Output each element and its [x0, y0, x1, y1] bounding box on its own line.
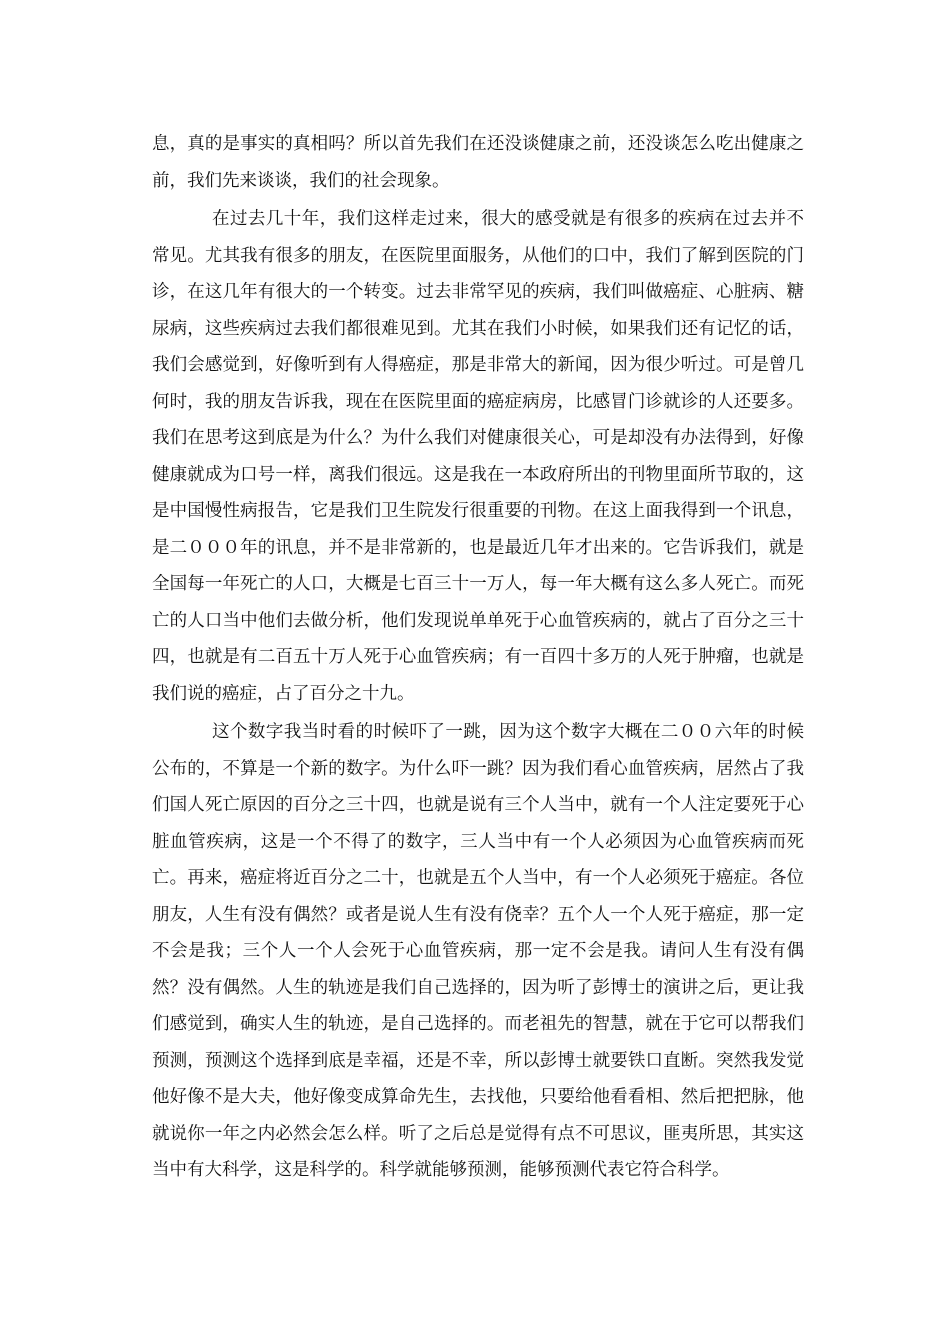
- paragraph-continued: 息，真的是事实的真相吗？所以首先我们在还没谈健康之前，还没谈怎么吃出健康之前，我们先来谈谈，我们的社会现象。: [152, 134, 804, 191]
- document-page: [152, 126, 804, 1189]
- paragraph-statistics-reflection: 这个数字我当时看的时候吓了一跳，因为这个数字大概在二００六年的时候公布的，不算是一个新的数字。为什么吓一跳？因为我们看心血管疾病，居然占了我们国人死亡原因的百分之三十四，也就是说有三个人当中，就有一个人注定要死于心脏血管疾病，这是一个不得了的数字，三人当中有一个人必须因为心血管疾病而死亡。再来，癌症将近百分之二十，也就是五个人当中，有一个人必须死于癌症。各位朋友，人生有没有偶然？或者是说人生有没有侥幸？五个人一个人死于癌症，那一定不会是我；三个人一个人会死于心血管疾病，那一定不会是我。请问人生有没有偶然？没有偶然。人生的轨迹是我们自己选择的，因为听了彭博士的演讲之后，更让我们感觉到，确实人生的轨迹，是自己选择的。而老祖先的智慧，就在于它可以帮我们预测，预测这个选择到底是幸福，还是不幸，所以彭博士就要铁口直断。突然我发觉他好像不是大夫，他好像变成算命先生，去找他，只要给他看看相、然后把把脉，他就说你一年之内必然会怎么样。听了之后总是觉得有点不可思议，匪夷所思，其实这当中有大科学，这是科学的。科学就能够预测，能够预测代表它符合科学。: [152, 722, 804, 1180]
- paragraph-social-phenomenon: 在过去几十年，我们这样走过来，很大的感受就是有很多的疾病在过去并不常见。尤其我有很多的朋友，在医院里面服务，从他们的口中，我们了解到医院的门诊，在这几年有很大的一个转变。过去非常罕见的疾病，我们叫做癌症、心脏病、糖尿病，这些疾病过去我们都很难见到。尤其在我们小时候，如果我们还有记忆的话，我们会感觉到，好像听到有人得癌症，那是非常大的新闻，因为很少听过。可是曾几何时，我的朋友告诉我，现在在医院里面的癌症病房，比感冒门诊就诊的人还要多。我们在思考这到底是为什么？为什么我们对健康很关心，可是却没有办法得到，好像健康就成为口号一样，离我们很远。这是我在一本政府所出的刊物里面所节取的，这是中国慢性病报告，它是我们卫生院发行很重要的刊物。在这上面我得到一个讯息，是二０００年的讯息，并不是非常新的，也是最近几年才出来的。它告诉我们，就是全国每一年死亡的人口，大概是七百三十一万人，每一年大概有这么多人死亡。而死亡的人口当中他们去做分析，他们发现说单单死于心血管疾病的，就占了百分之三十四，也就是有二百五十万人死于心血管疾病；有一百四十多万的人死于肿瘤，也就是我们说的癌症，占了百分之十九。: [152, 209, 804, 704]
